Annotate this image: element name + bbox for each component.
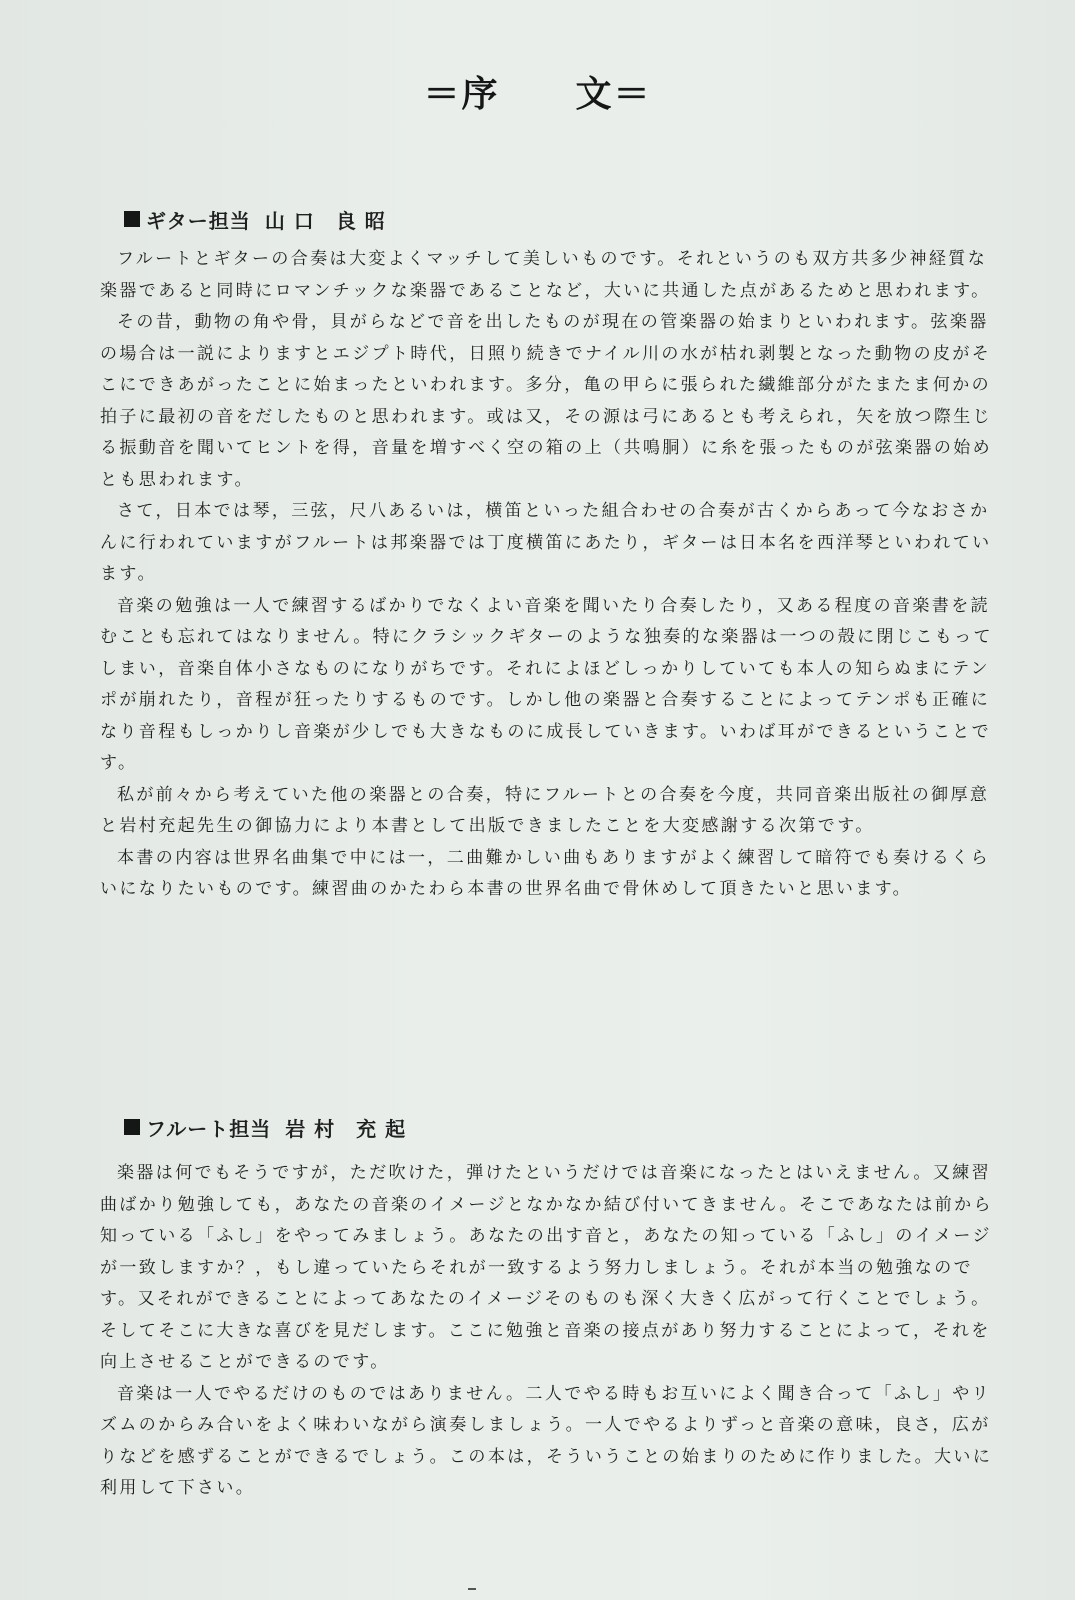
paragraph: 音楽は一人でやるだけのものではありません。二人でやる時もお互いによく聞き合って「ふし」やリズムのからみ合いをよく味わいながら演奏しましょう。一人でやるよりずっと音楽の意味，良さ，広がりなどを感ずることができるでしょう。この本は，そういうことの始まりのために作りました。大いに利用して下さい。 [100,1383,993,1498]
page-mark [468,1588,476,1590]
section-body [100,1158,1000,1505]
author-name: 山 口 良 昭 [264,208,386,233]
section-flute [100,1112,1000,1505]
section-body [100,244,1000,906]
section-role: フルート担当 [146,1116,272,1141]
paragraph: フルートとギターの合奏は大変よくマッチして美しいものです。それというのも双方共多少神経質な楽器であると同時にロマンチックな楽器であることなど，大いに共通した点があるためと思われます。 [100,249,991,301]
paragraph: その昔，動物の角や骨，貝がらなどで音を出したものが現在の管楽器の始まりといわれます。弦楽器の場合は一説によりますとエジプト時代，日照り続きでナイル川の水が枯れ剥製となった動物の皮がそこにできあがったことに始まったといわれます。多分，亀の甲らに張られた繊維部分がたまたま何かの拍子に最初の音をだしたものと思われます。或は又，その源は弓にあるとも考えられ，矢を放つ際生じる振動音を聞いてヒントを得，音量を増すべく空の箱の上（共鳴胴）に糸を張ったものが弦楽器の始めとも思われます。 [100,312,993,490]
page-title: ＝序 文＝ [423,74,652,115]
square-bullet-icon [124,211,140,227]
section-role: ギター担当 [146,208,251,233]
paragraph: 音楽の勉強は一人で練習するばかりでなくよい音楽を聞いたり合奏したり，又ある程度の音楽書を読むことも忘れてはなりません。特にクラシックギターのような独奏的な楽器は一つの殻に閉じこもってしまい，音楽自体小さなものになりがちです。それによほどしっかりしていても本人の知らぬまにテンポが崩れたり，音程が狂ったりするものです。しかし他の楽器と合奏することによってテンポも正確になり音程もしっかりし音楽が少しでも大きなものに成長していきます。いわば耳ができるということです。 [100,595,993,773]
author-name: 岩 村 充 起 [285,1116,407,1141]
section-heading [124,204,1000,234]
paragraph: 本書の内容は世界名曲集で中には一，二曲難かしい曲もありますがよく練習して暗符でも奏けるくらいになりたいものです。練習曲のかたわら本書の世界名曲で骨休めして頂きたいと思います。 [100,847,990,899]
paragraph: 私が前々から考えていた他の楽器との合奏，特にフルートとの合奏を今度，共同音楽出版社の御厚意と岩村充起先生の御協力により本書として出版できましたことを大変感謝する次第です。 [100,784,990,836]
paragraph: 楽器は何でもそうですが，ただ吹けた，弾けたというだけでは音楽になったとはいえません。又練習曲ばかり勉強しても，あなたの音楽のイメージとなかなか結び付いてきません。そこであなたは前から知っている「ふし」をやってみましょう。あなたの出す音と，あなたの知っている「ふし」のイメージが一致しますか？，もし違っていたらそれが一致するよう努力しましょう。それが本当の勉強なのです。又それができることによってあなたのイメージそのものも深く大きく広がって行くことでしょう。そしてそこに大きな喜びを見だします。ここに勉強と音楽の接点があり努力することによって，それを向上させることができるのです。 [100,1163,993,1372]
section-guitar [100,204,1000,906]
paragraph: さて，日本では琴，三弦，尺八あるいは，横笛といった組合わせの合奏が古くからあって今なおさかんに行われていますがフルートは邦楽器では丁度横笛にあたり，ギターは日本名を西洋琴といわれています。 [100,501,992,584]
section-heading [124,1112,1000,1142]
square-bullet-icon [124,1119,140,1135]
